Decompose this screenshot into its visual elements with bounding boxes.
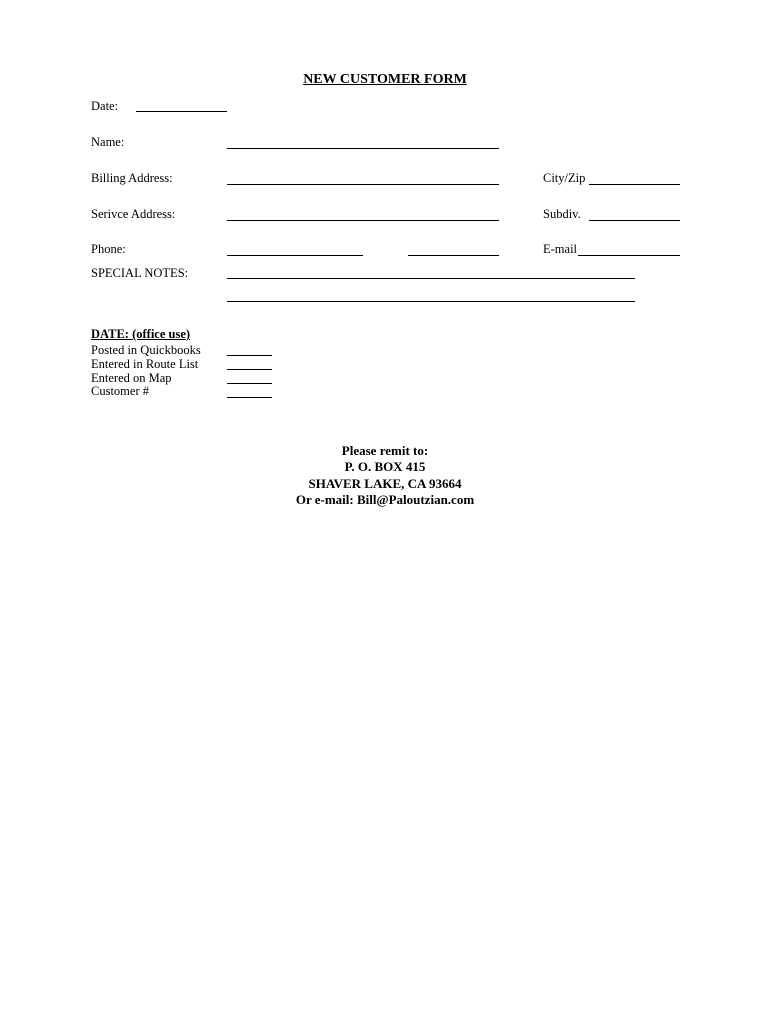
subdiv-label: Subdiv. — [543, 207, 581, 221]
form-title: NEW CUSTOMER FORM — [303, 72, 467, 87]
remit-email: Or e-mail: Bill@Paloutzian.com — [295, 492, 475, 507]
phone-label: Phone: — [91, 242, 126, 256]
remit-heading: Please remit to: — [341, 443, 429, 458]
special-notes-label: SPECIAL NOTES: — [91, 266, 189, 280]
email-label: E-mail — [543, 242, 578, 256]
office-item-route-list: Entered in Route List — [91, 357, 199, 371]
date-label: Date: — [91, 99, 119, 113]
special-notes-line-2[interactable] — [227, 301, 635, 302]
phone-field[interactable] — [227, 255, 363, 256]
quickbooks-field[interactable] — [227, 355, 272, 356]
service-address-field[interactable] — [227, 220, 499, 221]
customer-number-field[interactable] — [227, 397, 272, 398]
phone-alt-field[interactable] — [408, 255, 499, 256]
special-notes-line-1[interactable] — [227, 278, 635, 279]
subdiv-field[interactable] — [589, 220, 680, 221]
map-field[interactable] — [227, 383, 272, 384]
date-field[interactable] — [136, 111, 227, 112]
city-zip-field[interactable] — [589, 184, 680, 185]
office-item-map: Entered on Map — [91, 371, 172, 385]
name-field[interactable] — [227, 148, 499, 149]
service-address-label: Serivce Address: — [91, 207, 176, 221]
office-item-customer-number: Customer # — [91, 384, 149, 398]
name-label: Name: — [91, 135, 125, 149]
office-item-quickbooks: Posted in Quickbooks — [91, 343, 201, 357]
billing-address-label: Billing Address: — [91, 171, 173, 185]
city-zip-label: City/Zip — [543, 171, 586, 185]
email-field[interactable] — [578, 255, 680, 256]
remit-po-box: P. O. BOX 415 — [344, 459, 426, 474]
route-list-field[interactable] — [227, 369, 272, 370]
office-use-heading: DATE: (office use) — [91, 327, 191, 341]
billing-address-field[interactable] — [227, 184, 499, 185]
remit-city: SHAVER LAKE, CA 93664 — [308, 476, 462, 491]
